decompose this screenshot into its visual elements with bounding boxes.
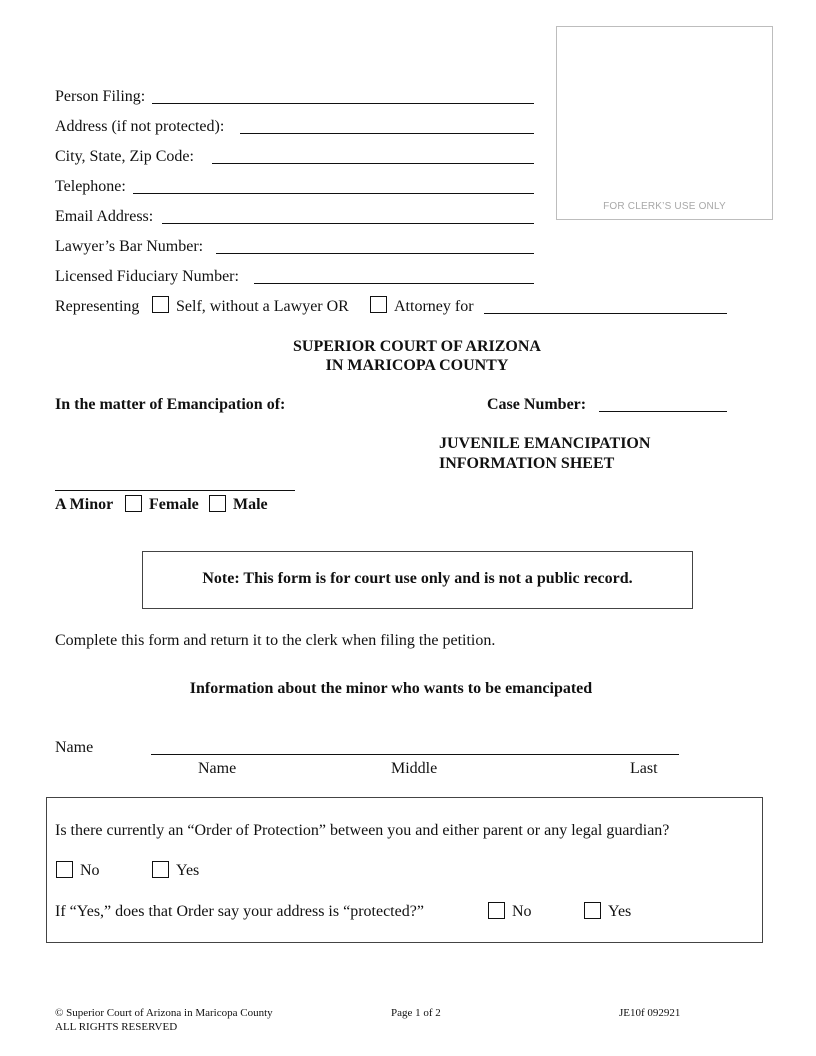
male-label: Male — [233, 496, 268, 513]
document-title-line1: JUVENILE EMANCIPATION — [439, 435, 651, 452]
minor-full-name-field[interactable] — [151, 754, 679, 755]
female-label: Female — [149, 496, 199, 513]
protected-no-checkbox[interactable] — [488, 902, 505, 919]
attorney-for-field[interactable] — [484, 313, 727, 314]
email-field[interactable] — [162, 223, 534, 224]
protected-yes-checkbox[interactable] — [584, 902, 601, 919]
telephone-label: Telephone: — [55, 178, 126, 195]
footer-rights: ALL RIGHTS RESERVED — [55, 1021, 178, 1033]
protected-yes-label: Yes — [608, 903, 632, 920]
court-county: IN MARICOPA COUNTY — [325, 357, 509, 374]
fiduciary-number-label: Licensed Fiduciary Number: — [55, 268, 239, 285]
telephone-field[interactable] — [133, 193, 534, 194]
instruction-text: Complete this form and return it to the clerk when filing the petition. — [55, 632, 496, 649]
note-box — [142, 551, 693, 609]
case-number-field[interactable] — [599, 411, 727, 412]
address-label: Address (if not protected): — [55, 118, 225, 135]
protection-yes-label: Yes — [176, 862, 200, 879]
minor-name-field[interactable] — [55, 490, 295, 491]
self-checkbox[interactable] — [152, 296, 169, 313]
clerk-use-box — [556, 26, 773, 220]
fiduciary-number-field[interactable] — [254, 283, 534, 284]
attorney-for-label: Attorney for — [394, 298, 474, 315]
email-label: Email Address: — [55, 208, 154, 225]
female-checkbox[interactable] — [125, 495, 142, 512]
last-name-caption: Last — [630, 760, 658, 777]
attorney-checkbox[interactable] — [370, 296, 387, 313]
city-state-zip-field[interactable] — [212, 163, 534, 164]
bar-number-label: Lawyer’s Bar Number: — [55, 238, 204, 255]
section-heading: Information about the minor who wants to be emancipated — [189, 680, 593, 697]
person-filing-label: Person Filing: — [55, 88, 146, 105]
protected-address-question: If “Yes,” does that Order say your address is “protected?” — [55, 903, 424, 920]
matter-label: In the matter of Emancipation of: — [55, 396, 286, 413]
note-text: Note: This form is for court use only and is not a public record. — [202, 570, 633, 587]
first-name-caption: Name — [198, 760, 237, 777]
protected-no-label: No — [512, 903, 532, 920]
protection-no-label: No — [80, 862, 100, 879]
self-label: Self, without a Lawyer OR — [176, 298, 349, 315]
case-number-label: Case Number: — [487, 396, 587, 413]
protection-question: Is there currently an “Order of Protection” between you and either parent or any legal guardian? — [55, 822, 670, 839]
name-label: Name — [55, 739, 94, 756]
footer-copyright: © Superior Court of Arizona in Maricopa County — [55, 1007, 273, 1019]
protection-no-checkbox[interactable] — [56, 861, 73, 878]
city-state-zip-label: City, State, Zip Code: — [55, 148, 194, 165]
clerk-use-label: FOR CLERK’S USE ONLY — [603, 201, 726, 212]
footer-form-id: JE10f 092921 — [619, 1007, 681, 1019]
bar-number-field[interactable] — [216, 253, 534, 254]
document-title-line2: INFORMATION SHEET — [439, 455, 615, 472]
a-minor-label: A Minor — [55, 496, 114, 513]
court-name: SUPERIOR COURT OF ARIZONA — [293, 338, 541, 355]
male-checkbox[interactable] — [209, 495, 226, 512]
footer-page-number: Page 1 of 2 — [391, 1007, 441, 1019]
protection-yes-checkbox[interactable] — [152, 861, 169, 878]
person-filing-field[interactable] — [152, 103, 534, 104]
address-field[interactable] — [240, 133, 534, 134]
representing-label: Representing — [55, 298, 140, 315]
middle-name-caption: Middle — [391, 760, 438, 777]
